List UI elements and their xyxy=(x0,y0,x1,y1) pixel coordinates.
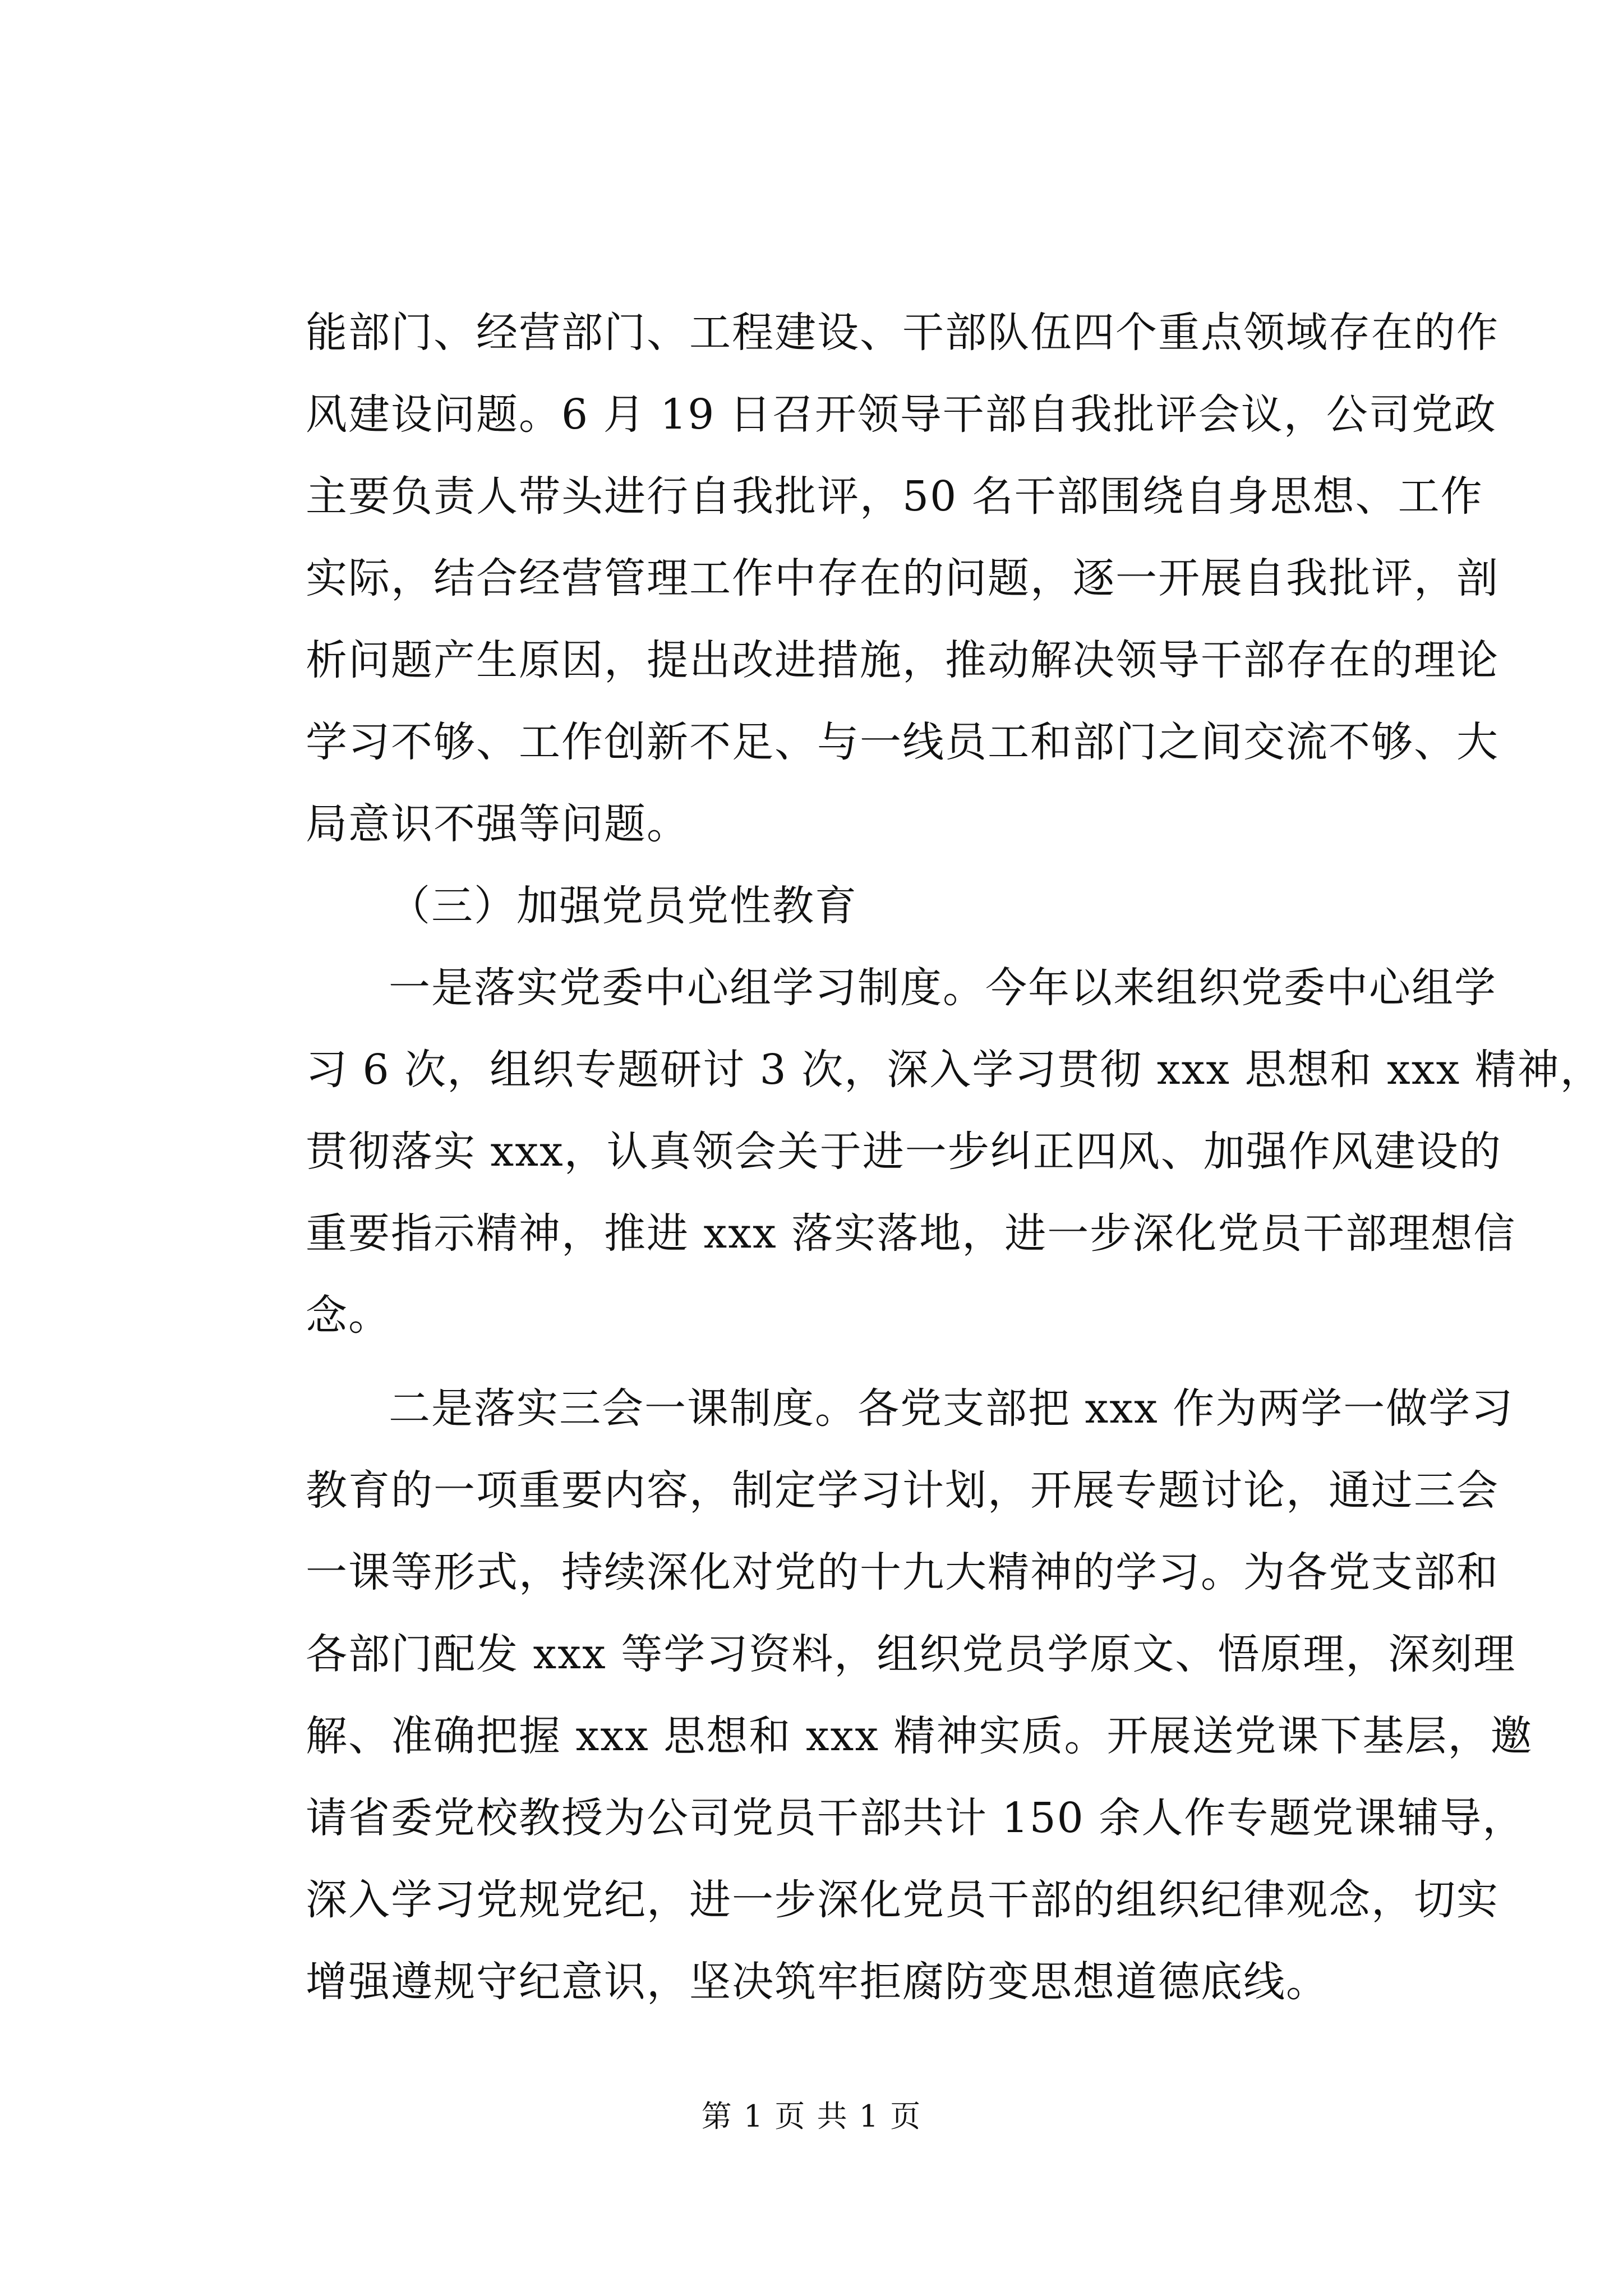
paragraph-2 xyxy=(306,947,1603,1356)
heading-text: （三）加强党员党性教育 xyxy=(389,882,857,930)
paragraph-1 xyxy=(306,292,1499,865)
text-line: 局意识不强等问题。 xyxy=(306,800,689,848)
text-line: 学习不够、工作创新不足、与一线员工和部门之间交流不够、大 xyxy=(306,718,1499,766)
text-line: 深入学习党规党纪，进一步深化党员干部的组织纪律观念，切实 xyxy=(306,1876,1499,1924)
document-body xyxy=(306,292,1603,2023)
text-line: 解、准确把握 xxx 思想和 xxx 精神实质。开展送党课下基层，邀 xyxy=(306,1712,1533,1760)
text-line: 析问题产生原因，提出改进措施，推动解决领导干部存在的理论 xyxy=(306,636,1499,684)
text-line: 一课等形式，持续深化对党的十九大精神的学习。为各党支部和 xyxy=(306,1548,1499,1596)
text-line: 习 6 次，组织专题研讨 3 次，深入学习贯彻 xxx 思想和 xxx 精神， xyxy=(306,1046,1603,1094)
page-number-label: 第 1 页 共 1 页 xyxy=(701,2099,922,2134)
page-footer xyxy=(0,2097,1623,2136)
text-line: 念。 xyxy=(306,1291,391,1340)
text-line: 重要指示精神，推进 xxx 落实落地，进一步深化党员干部理想信 xyxy=(306,1209,1516,1258)
text-line: 贯彻落实 xxx，认真领会关于进一步纠正四风、加强作风建设的 xyxy=(306,1128,1502,1176)
text-line: 教育的一项重要内容，制定学习计划，开展专题讨论，通过三会 xyxy=(306,1466,1499,1515)
text-line: 请省委党校教授为公司党员干部共计 150 余人作专题党课辅导， xyxy=(306,1794,1525,1842)
section-heading xyxy=(306,865,1422,947)
paragraph-3 xyxy=(306,1368,1533,2023)
text-line: 主要负责人带头进行自我批评，50 名干部围绕自身思想、工作 xyxy=(306,472,1483,521)
text-line: 增强遵规守纪意识，坚决筑牢拒腐防变思想道德底线。 xyxy=(306,1958,1329,2006)
text-line: 实际，结合经营管理工作中存在的问题，逐一开展自我批评，剖 xyxy=(306,554,1499,602)
text-line: 能部门、经营部门、工程建设、干部队伍四个重点领域存在的作 xyxy=(306,309,1499,357)
text-line: 风建设问题。6 月 19 日召开领导干部自我批评会议，公司党政 xyxy=(306,390,1497,439)
text-line: 一是落实党委中心组学习制度。今年以来组织党委中心组学 xyxy=(389,964,1497,1012)
text-line: 二是落实三会一课制度。各党支部把 xxx 作为两学一做学习 xyxy=(389,1384,1514,1433)
text-line: 各部门配发 xxx 等学习资料，组织党员学原文、悟原理，深刻理 xyxy=(306,1630,1516,1678)
